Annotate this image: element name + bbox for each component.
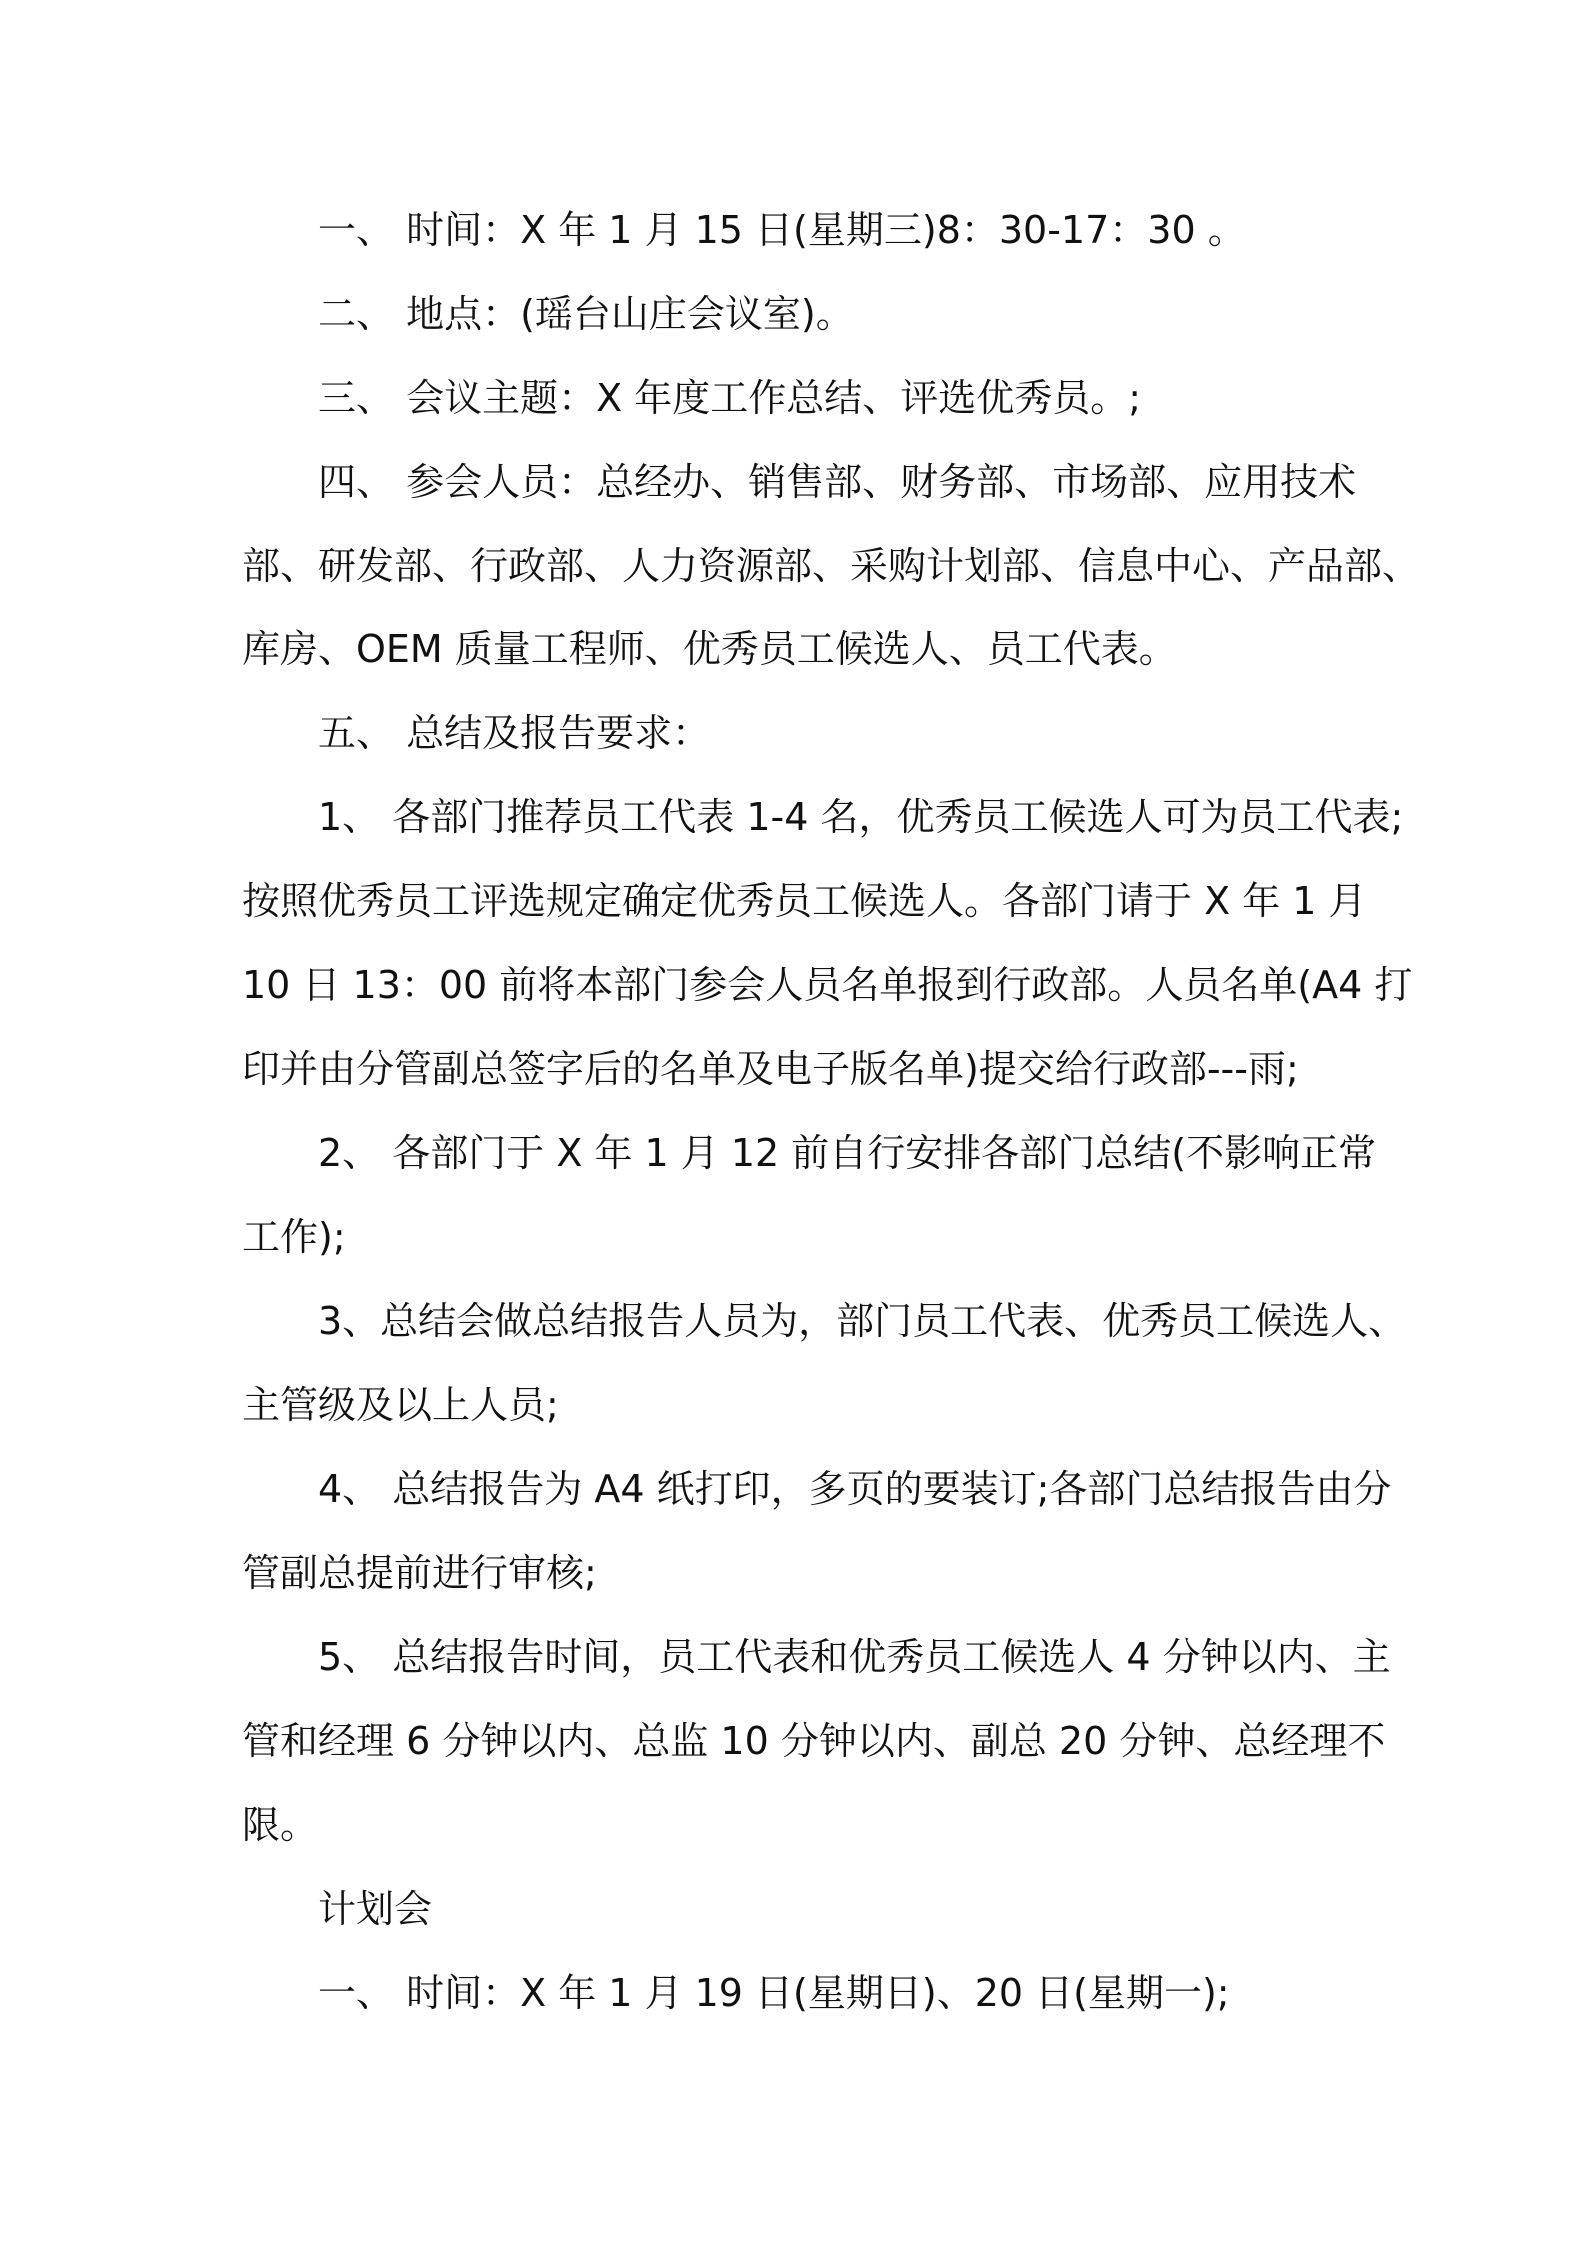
text-line: 3、总结会做总结报告人员为，部门员工代表、优秀员工候选人、 <box>318 1299 1407 1343</box>
text-line: 印并由分管副总签字后的名单及电子版名单)提交给行政部---雨; <box>242 1047 1299 1091</box>
text-line: 主管级及以上人员; <box>242 1383 559 1427</box>
text-line: 限。 <box>242 1803 319 1847</box>
text-line: 四、 参会人员：总经办、销售部、财务部、市场部、应用技术 <box>318 460 1357 504</box>
text-line: 部、研发部、行政部、人力资源部、采购计划部、信息中心、产品部、 <box>242 544 1421 588</box>
text-line: 一、 时间：X 年 1 月 19 日(星期日)、20 日(星期一); <box>318 1971 1230 2015</box>
text-line: 五、 总结及报告要求： <box>318 711 711 755</box>
text-line: 三、 会议主题：X 年度工作总结、评选优秀员。; <box>318 376 1141 420</box>
text-line: 管和经理 6 分钟以内、总监 10 分钟以内、副总 20 分钟、总经理不 <box>242 1719 1386 1763</box>
text-line: 二、 地点：(瑶台山庄会议室)。 <box>318 292 854 336</box>
text-line: 2、 各部门于 X 年 1 月 12 前自行安排各部门总结(不影响正常 <box>318 1131 1377 1175</box>
text-line: 4、 总结报告为 A4 纸打印，多页的要装订;各部门总结报告由分 <box>318 1467 1392 1511</box>
text-line: 管副总提前进行审核; <box>242 1551 597 1595</box>
text-line: 5、 总结报告时间，员工代表和优秀员工候选人 4 分钟以内、主 <box>318 1635 1391 1679</box>
text-line: 库房、OEM 质量工程师、优秀员工候选人、员工代表。 <box>242 627 1177 671</box>
text-line: 一、 时间：X 年 1 月 15 日(星期三)8：30-17：30 。 <box>318 208 1246 252</box>
text-line: 按照优秀员工评选规定确定优秀员工候选人。各部门请于 X 年 1 月 <box>242 879 1367 923</box>
section-heading: 计划会 <box>318 1887 433 1931</box>
text-line: 工作); <box>242 1215 346 1259</box>
text-line: 1、 各部门推荐员工代表 1-4 名，优秀员工候选人可为员工代表; <box>318 795 1404 839</box>
text-line: 10 日 13：00 前将本部门参会人员名单报到行政部。人员名单(A4 打 <box>242 963 1413 1007</box>
